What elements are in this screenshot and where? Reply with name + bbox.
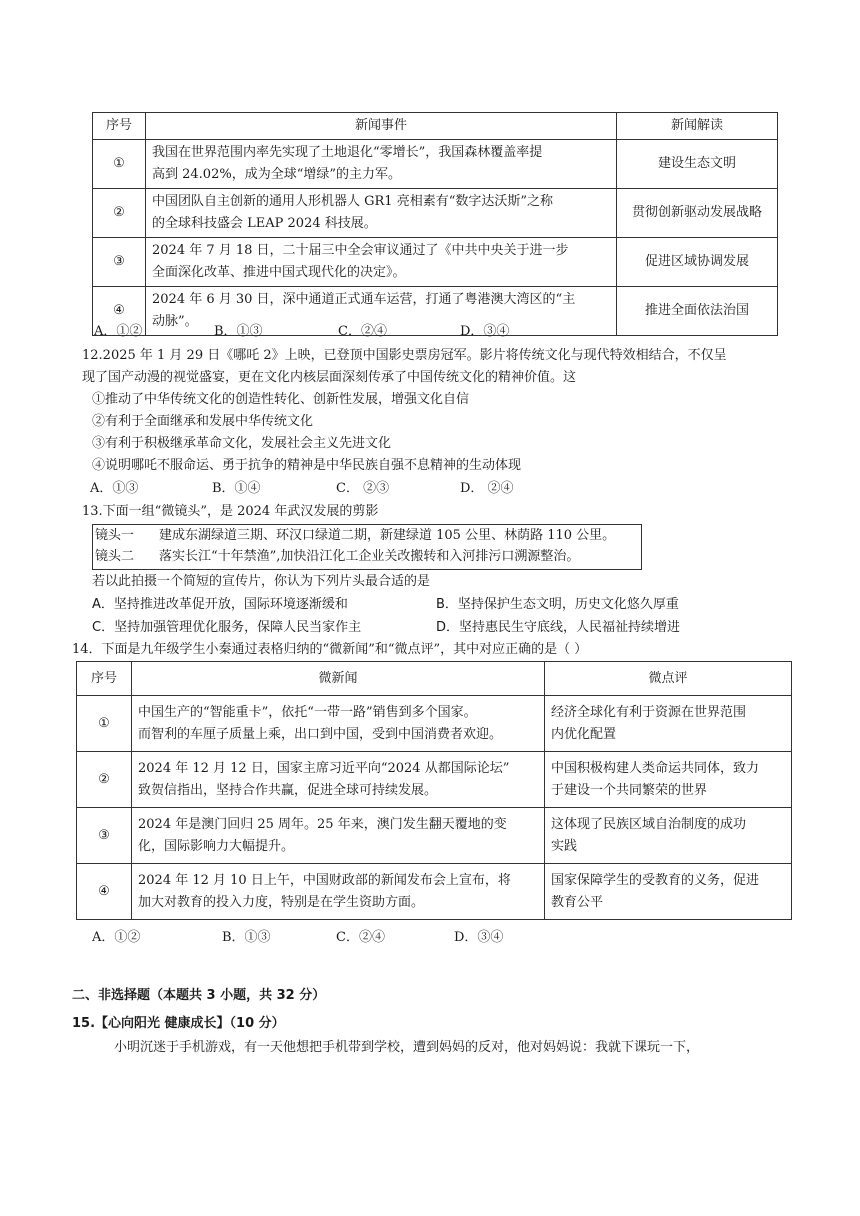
q12-option-b[interactable]: B．①④ [212, 481, 261, 496]
q12-item-2: ②有利于全面继承和发展中华传统文化 [92, 414, 314, 429]
row-event [146, 238, 617, 287]
event-line: 我国在世界范围内率先实现了土地退化“零增长”，我国森林覆盖率提 [152, 145, 543, 160]
q11-option-b[interactable]: B．①③ [214, 324, 263, 339]
q12-option-c[interactable]: C． ②③ [336, 481, 390, 496]
q13-question: 若以此拍摄一个简短的宣传片，你认为下列片头最合适的是 [92, 574, 431, 589]
micro-news-table [76, 661, 792, 920]
event-line: 的全球科技盛会 LEAP 2024 科技展。 [152, 216, 377, 231]
comment-line: 国家保障学生的受教育的义务，促进 [551, 872, 760, 888]
table-row [93, 140, 778, 189]
news-line: 加大对教育的投入力度，特别是在学生资助方面。 [138, 894, 425, 910]
header-event: 新闻事件 [146, 113, 617, 140]
row-no: ③ [77, 808, 132, 864]
news-line: 化，国际影响力大幅提升。 [138, 838, 295, 854]
comment-line: 这体现了民族区域自治制度的成功 [551, 816, 747, 832]
header-no: 序号 [77, 662, 132, 696]
row-no: ① [77, 696, 132, 752]
news-table-1 [92, 112, 778, 336]
header-reading: 新闻解读 [617, 113, 778, 140]
q12-stem-line2: 现了国产动漫的视觉盛宴，更在文化内核层面深刻传承了中国传统文化的精神价值。这 [82, 370, 577, 385]
news-line: 2024 年 12 月 12 日，国家主席习近平向“2024 从都国际论坛” [138, 760, 510, 776]
table-row [77, 808, 792, 864]
row-no: ② [93, 189, 146, 238]
q13-option-c[interactable]: C．坚持加强管理优化服务，保障人民当家作主 [92, 620, 362, 635]
row-news [132, 808, 545, 864]
row-no: ① [93, 140, 146, 189]
news-line: 2024 年 12 月 10 日上午，中国财政部的新闻发布会上宣布，将 [138, 872, 511, 888]
table-row [93, 287, 778, 336]
news-line: 2024 年是澳门回归 25 周年。25 年来，澳门发生翻天覆地的变 [138, 816, 507, 832]
row-no: ④ [93, 287, 146, 336]
row-event [146, 189, 617, 238]
q14-option-a[interactable]: A．①② [92, 930, 141, 945]
q12-option-d[interactable]: D． ②④ [460, 481, 514, 496]
row-reading: 推进全面依法治国 [617, 287, 778, 336]
q13-shots-box [92, 524, 642, 570]
shot-2-text: 落实长江“十年禁渔”,加快沿江化工企业关改搬转和入河排污口溯源整治。 [159, 549, 580, 564]
comment-line: 经济全球化有利于资源在世界范围 [551, 704, 747, 720]
table-row [77, 752, 792, 808]
q12-item-1: ①推动了中华传统文化的创造性转化、创新性发展，增强文化自信 [92, 392, 470, 407]
section-heading: 二、非选择题（本题共 3 小题，共 32 分） [72, 988, 326, 1003]
q15-title: 15.【心向阳光 健康成长】（10 分） [72, 1016, 285, 1031]
row-no: ③ [93, 238, 146, 287]
row-news [132, 864, 545, 920]
table-header-row [77, 662, 792, 696]
row-reading: 贯彻创新驱动发展战略 [617, 189, 778, 238]
header-no: 序号 [93, 113, 146, 140]
event-line: 中国团队自主创新的通用人形机器人 GR1 亮相素有“数字达沃斯”之称 [152, 194, 554, 209]
row-comment [545, 808, 792, 864]
row-no: ④ [77, 864, 132, 920]
event-line: 高到 24.02%，成为全球“增绿”的主力军。 [152, 167, 401, 182]
q13-option-b[interactable]: B．坚持保护生态文明，历史文化悠久厚重 [436, 597, 679, 612]
shot-1-text: 建成东湖绿道三期、环汉口绿道二期，新建绿道 105 公里、林荫路 110 公里。 [159, 528, 616, 543]
event-line: 全面深化改革、推进中国式现代化的决定》。 [152, 265, 406, 280]
q11-option-d[interactable]: D．③④ [460, 324, 510, 339]
comment-line: 内优化配置 [551, 726, 617, 742]
header-news: 微新闻 [132, 662, 545, 696]
event-line: 2024 年 7 月 18 日，二十届三中全会审议通过了《中共中央关于进一步 [152, 243, 569, 258]
news-line: 中国生产的“智能重卡”，依托“一带一路”销售到多个国家。 [138, 704, 477, 720]
q14-option-c[interactable]: C．②④ [336, 930, 385, 945]
row-comment [545, 752, 792, 808]
table-header-row [93, 113, 778, 140]
comment-line: 教育公平 [551, 894, 604, 910]
event-line: 2024 年 6 月 30 日，深中通道正式通车运营，打通了粤港澳大湾区的“主 [152, 292, 576, 307]
row-event [146, 140, 617, 189]
q12-stem-line1: 12.2025 年 1 月 29 日《哪吒 2》上映，已登顶中国影史票房冠军。影片将传统文化与现代特效相结合，不仅呈 [82, 348, 727, 363]
row-news [132, 752, 545, 808]
header-comment: 微点评 [545, 662, 792, 696]
q14-stem: 14．下面是九年级学生小秦通过表格归纳的“微新闻”和“微点评”，其中对应正确的是（ ） [72, 642, 588, 657]
table-row [77, 696, 792, 752]
q15-text: 小明沉迷于手机游戏，有一天他想把手机带到学校，遭到妈妈的反对，他对妈妈说：我就下课玩一下， [114, 1040, 700, 1055]
row-news [132, 696, 545, 752]
q11-option-c[interactable]: C．②④ [338, 324, 387, 339]
q14-option-b[interactable]: B．①③ [222, 930, 271, 945]
q14-option-d[interactable]: D．③④ [454, 930, 504, 945]
row-comment [545, 864, 792, 920]
comment-line: 实践 [551, 838, 578, 854]
row-comment [545, 696, 792, 752]
table-row [93, 238, 778, 287]
row-no: ② [77, 752, 132, 808]
row-reading: 促进区域协调发展 [617, 238, 778, 287]
table-row [77, 864, 792, 920]
shot-1-label: 镜头一 [95, 528, 135, 543]
row-reading: 建设生态文明 [617, 140, 778, 189]
q13-option-a[interactable]: A．坚持推进改革促开放，国际环境逐渐缓和 [92, 597, 348, 612]
q11-option-a[interactable]: A．①② [94, 324, 143, 339]
news-line: 而智利的车厘子质量上乘，出口到中国，受到中国消费者欢迎。 [138, 726, 503, 742]
q12-item-4: ④说明哪吒不服命运、勇于抗争的精神是中华民族自强不息精神的生动体现 [92, 458, 522, 473]
table-row [93, 189, 778, 238]
shot-2-label: 镜头二 [95, 549, 135, 564]
event-line: 动脉”。 [152, 314, 198, 329]
q13-stem: 13.下面一组“微镜头”，是 2024 年武汉发展的剪影 [82, 504, 379, 519]
q12-option-a[interactable]: A．①③ [90, 481, 139, 496]
q12-item-3: ③有利于积极继承革命文化，发展社会主义先进文化 [92, 436, 392, 451]
comment-line: 中国积极构建人类命运共同体，致力 [551, 760, 760, 776]
q13-option-d[interactable]: D．坚持惠民生守底线，人民福祉持续增进 [436, 620, 681, 635]
news-line: 致贺信指出，坚持合作共赢，促进全球可持续发展。 [138, 782, 438, 798]
comment-line: 于建设一个共同繁荣的世界 [551, 782, 708, 798]
